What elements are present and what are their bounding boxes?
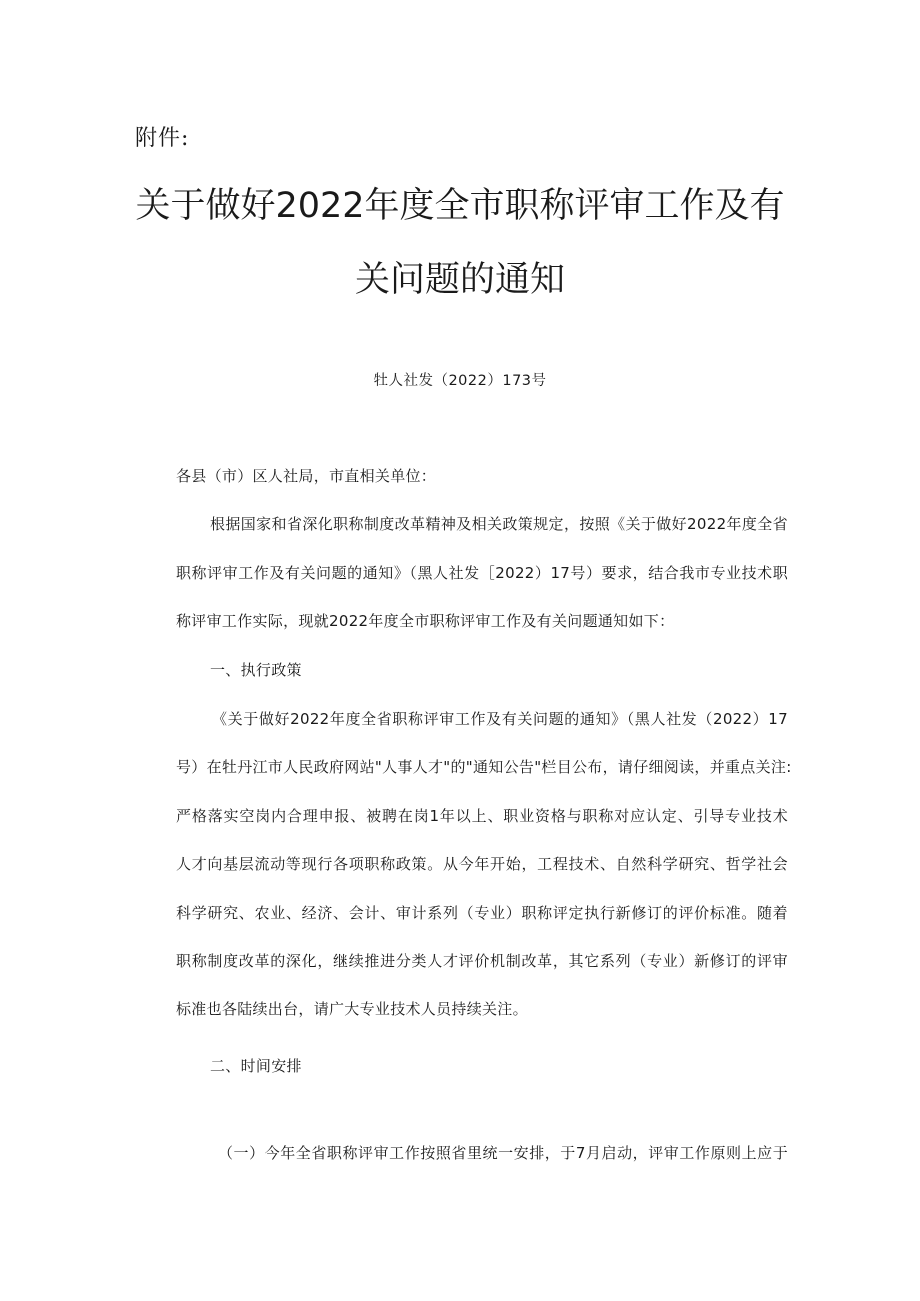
document-title-line-1: 关于做好2022年度全市职称评审工作及有 (135, 186, 785, 226)
section2-line-1: （一）今年全省职称评审工作按照省里统一安排，于7月启动，评审工作原则上应于 (218, 1144, 788, 1162)
section1-heading: 一、执行政策 (210, 661, 302, 679)
document-number: 牡人社发（2022）173号 (373, 373, 547, 389)
attachment-label: 附件: (135, 126, 190, 151)
salutation: 各县（市）区人社局，市直相关单位： (176, 467, 437, 485)
section1-line-1: 《关于做好2022年度全省职称评审工作及有关问题的通知》（黑人社发（2022）17 (212, 710, 788, 728)
section1-line-2: 号）在牡丹江市人民政府网站"人事人才"的"通知公告"栏目公布，请仔细阅读，并重点关注: (176, 758, 792, 776)
intro-line-2: 职称评审工作及有关问题的通知》（黑人社发［2022）17号）要求，结合我市专业技术职 (176, 564, 788, 582)
section2-heading: 二、时间安排 (210, 1057, 302, 1075)
document-title-line-2: 关问题的通知 (354, 260, 565, 300)
section1-line-6: 职称制度改革的深化，继续推进分类人才评价机制改革，其它系列（专业）新修订的评审 (176, 952, 788, 970)
section1-line-4: 人才向基层流动等现行各项职称政策。从今年开始，工程技术、自然科学研究、哲学社会 (176, 855, 788, 873)
section1-line-5: 科学研究、农业、经济、会计、审计系列（专业）职称评定执行新修订的评价标准。随着 (176, 904, 788, 922)
section1-line-7: 标准也各陆续出台，请广大专业技术人员持续关注。 (176, 1000, 528, 1018)
intro-line-3: 称评审工作实际，现就2022年度全市职称评审工作及有关问题通知如下： (176, 612, 675, 630)
intro-line-1: 根据国家和省深化职称制度改革精神及相关政策规定，按照《关于做好2022年度全省 (210, 515, 788, 533)
section1-line-3: 严格落实空岗内合理申报、被聘在岗1年以上、职业资格与职称对应认定、引导专业技术 (176, 807, 788, 825)
